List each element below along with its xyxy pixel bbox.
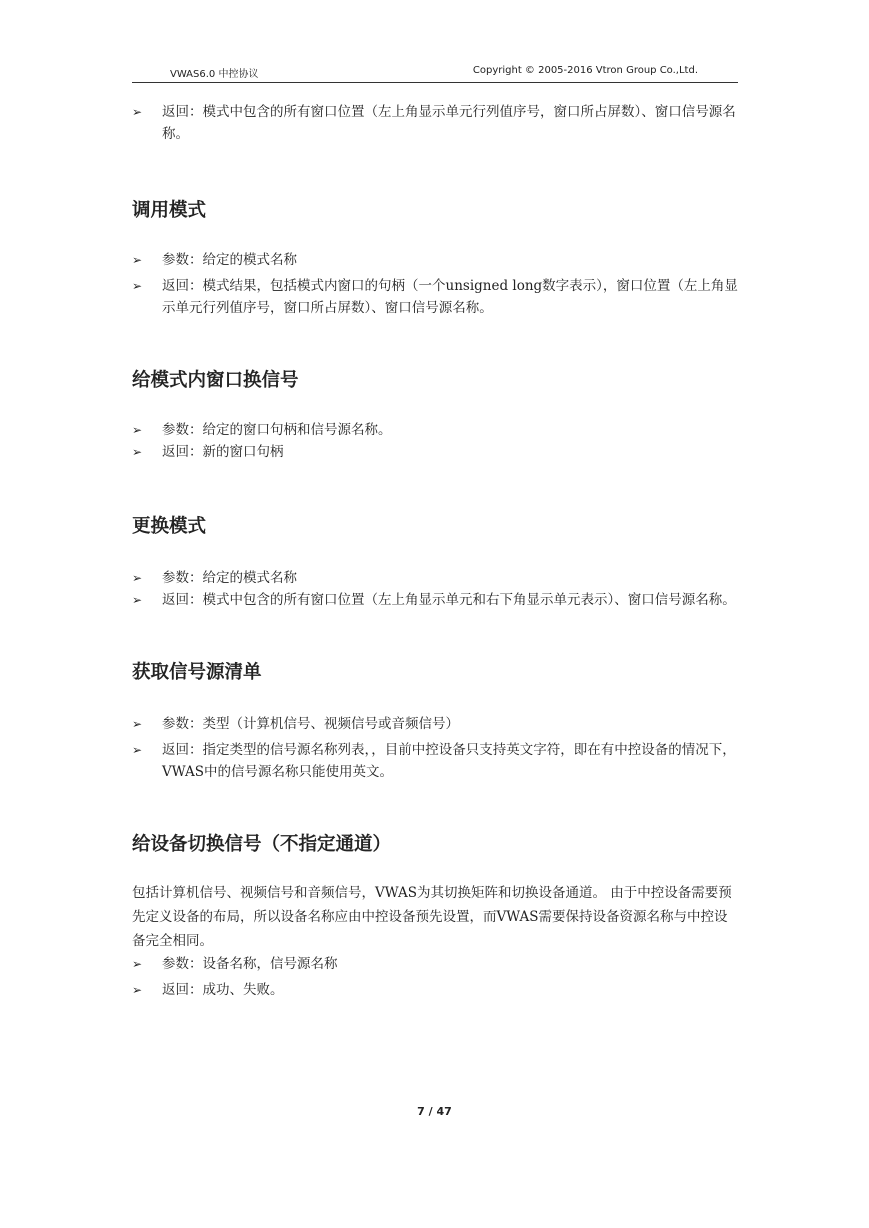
list-item xyxy=(132,419,738,441)
list-item xyxy=(132,739,738,783)
arrow-bullet-icon: ➢ xyxy=(132,571,143,585)
arrow-bullet-icon: ➢ xyxy=(132,445,143,459)
list-item-text: 参数：设备名称，信号源名称 xyxy=(162,956,338,972)
page-header xyxy=(132,60,738,83)
list-item xyxy=(132,101,738,145)
list-item-text: 返回：模式中包含的所有窗口位置（左上角显示单元和右下角显示单元表示）、窗口信号源名称。 xyxy=(162,592,736,608)
list-item xyxy=(132,567,738,589)
arrow-bullet-icon: ➢ xyxy=(132,279,143,293)
list-item-text: 参数：给定的模式名称 xyxy=(162,252,297,268)
section-paragraph: 包括计算机信号、视频信号和音频信号，VWAS为其切换矩阵和切换设备通道。 由于中控设备需要预先定义设备的布局，所以设备名称应由中控设备预先设置，而VWAS需要保持设备资源名称与中控设备完全相同。 xyxy=(132,885,732,949)
list-item-text: 返回：模式结果，包括模式内窗口的句柄（一个unsigned long数字表示），窗口位置（左上角显示单元行列值序号，窗口所占屏数）、窗口信号源名称。 xyxy=(162,278,738,316)
header-copyright: Copyright © 2005-2016 Vtron Group Co.,Ltd. xyxy=(472,65,698,76)
list-item xyxy=(132,441,738,463)
list-item xyxy=(132,713,738,735)
arrow-bullet-icon: ➢ xyxy=(132,593,143,607)
section-title: 调用模式 xyxy=(132,200,207,221)
arrow-bullet-icon: ➢ xyxy=(132,983,143,997)
list-item-text: 参数：给定的窗口句柄和信号源名称。 xyxy=(162,422,392,438)
section-title: 给设备切换信号（不指定通道） xyxy=(132,834,392,855)
section-title: 获取信号源清单 xyxy=(132,662,262,683)
list-item xyxy=(132,953,738,975)
arrow-bullet-icon: ➢ xyxy=(132,253,143,267)
list-item xyxy=(132,979,738,1001)
arrow-bullet-icon: ➢ xyxy=(132,743,143,757)
list-item-text: 参数：给定的模式名称 xyxy=(162,570,297,586)
list-item-text: 返回：新的窗口句柄 xyxy=(162,444,284,460)
arrow-bullet-icon: ➢ xyxy=(132,105,143,119)
section-title: 给模式内窗口换信号 xyxy=(132,370,299,391)
list-item xyxy=(132,589,738,611)
list-item xyxy=(132,249,738,271)
header-doc-title: VWAS6.0 中控协议 xyxy=(170,69,259,80)
list-item xyxy=(132,275,738,319)
arrow-bullet-icon: ➢ xyxy=(132,423,143,437)
section-title: 更换模式 xyxy=(132,516,207,537)
list-item-text: 参数：类型（计算机信号、视频信号或音频信号） xyxy=(162,716,459,732)
list-item-text: 返回：成功、失败。 xyxy=(162,982,284,998)
page-content xyxy=(132,101,738,1001)
arrow-bullet-icon: ➢ xyxy=(132,717,143,731)
arrow-bullet-icon: ➢ xyxy=(132,957,143,971)
list-item-text: 返回：模式中包含的所有窗口位置（左上角显示单元行列值序号，窗口所占屏数）、窗口信号源名称。 xyxy=(162,104,736,142)
list-item-text: 返回：指定类型的信号源名称列表，，目前中控设备只支持英文字符，即在有中控设备的情况下，VWAS中的信号源名称只能使用英文。 xyxy=(162,742,736,780)
page-number: 7 / 47 xyxy=(417,1105,452,1118)
